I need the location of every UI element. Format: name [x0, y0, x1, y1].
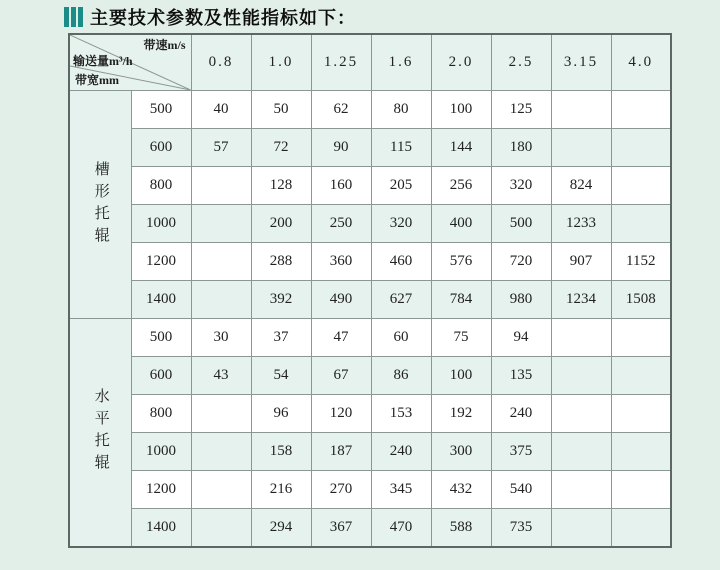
- capacity-cell: 75: [431, 319, 491, 357]
- capacity-cell: 270: [311, 471, 371, 509]
- row-group-label-trough: 槽形托辊: [69, 91, 131, 319]
- speed-header: 1.6: [371, 34, 431, 91]
- capacity-cell: 288: [251, 243, 311, 281]
- capacity-cell: 367: [311, 509, 371, 547]
- capacity-cell: 320: [371, 205, 431, 243]
- capacity-cell: 96: [251, 395, 311, 433]
- page-title: 主要技术参数及性能指标如下：: [90, 8, 356, 28]
- capacity-cell: 320: [491, 167, 551, 205]
- capacity-cell: 540: [491, 471, 551, 509]
- diagonal-header-cell: [69, 34, 191, 91]
- header-row: [69, 34, 671, 91]
- capacity-cell: 100: [431, 91, 491, 129]
- speed-header: 0.8: [191, 34, 251, 91]
- capacity-cell: 205: [371, 167, 431, 205]
- capacity-cell: [611, 167, 671, 205]
- capacity-cell: [611, 357, 671, 395]
- capacity-cell: 200: [251, 205, 311, 243]
- table-row: [69, 357, 671, 395]
- capacity-cell: [611, 205, 671, 243]
- table-row: [69, 281, 671, 319]
- belt-width-cell: 600: [131, 357, 191, 395]
- capacity-cell: 784: [431, 281, 491, 319]
- capacity-cell: 360: [311, 243, 371, 281]
- capacity-cell: [611, 395, 671, 433]
- belt-width-cell: 1200: [131, 471, 191, 509]
- capacity-cell: 250: [311, 205, 371, 243]
- capacity-cell: 120: [311, 395, 371, 433]
- capacity-cell: 62: [311, 91, 371, 129]
- capacity-cell: [611, 319, 671, 357]
- corner-label-capacity: 输送量m³/h: [73, 54, 133, 68]
- capacity-cell: 180: [491, 129, 551, 167]
- capacity-cell: [191, 243, 251, 281]
- capacity-cell: [191, 167, 251, 205]
- table-row: [69, 205, 671, 243]
- speed-header: 1.0: [251, 34, 311, 91]
- capacity-cell: [191, 281, 251, 319]
- capacity-cell: 735: [491, 509, 551, 547]
- capacity-cell: 907: [551, 243, 611, 281]
- capacity-cell: 300: [431, 433, 491, 471]
- speed-header: 4.0: [611, 34, 671, 91]
- capacity-cell: 72: [251, 129, 311, 167]
- capacity-cell: 1234: [551, 281, 611, 319]
- row-group-label-horizontal: 水平托辊: [69, 319, 131, 547]
- corner-label-belt-speed: 带速m/s: [143, 38, 186, 52]
- capacity-cell: 294: [251, 509, 311, 547]
- capacity-cell: [611, 129, 671, 167]
- capacity-cell: 240: [371, 433, 431, 471]
- capacity-cell: 588: [431, 509, 491, 547]
- belt-width-cell: 1000: [131, 205, 191, 243]
- table-row: [69, 167, 671, 205]
- table-row: [69, 319, 671, 357]
- capacity-cell: [611, 91, 671, 129]
- belt-width-cell: 1400: [131, 509, 191, 547]
- capacity-cell: 345: [371, 471, 431, 509]
- capacity-cell: 432: [431, 471, 491, 509]
- speed-header: 2.0: [431, 34, 491, 91]
- capacity-cell: [551, 509, 611, 547]
- capacity-cell: 47: [311, 319, 371, 357]
- capacity-cell: 128: [251, 167, 311, 205]
- table-row: [69, 243, 671, 281]
- table-row: [69, 509, 671, 547]
- speed-header: 2.5: [491, 34, 551, 91]
- capacity-cell: 30: [191, 319, 251, 357]
- table-row: [69, 395, 671, 433]
- capacity-cell: [191, 509, 251, 547]
- capacity-cell: 90: [311, 129, 371, 167]
- capacity-cell: [551, 471, 611, 509]
- belt-width-cell: 800: [131, 167, 191, 205]
- capacity-cell: 240: [491, 395, 551, 433]
- capacity-cell: [551, 319, 611, 357]
- capacity-cell: 627: [371, 281, 431, 319]
- capacity-cell: [611, 509, 671, 547]
- capacity-cell: 824: [551, 167, 611, 205]
- capacity-cell: [191, 395, 251, 433]
- belt-width-cell: 1000: [131, 433, 191, 471]
- table-row: [69, 433, 671, 471]
- capacity-cell: 470: [371, 509, 431, 547]
- table-row: [69, 471, 671, 509]
- capacity-cell: 187: [311, 433, 371, 471]
- capacity-cell: [551, 91, 611, 129]
- capacity-cell: 86: [371, 357, 431, 395]
- table-row: [69, 129, 671, 167]
- capacity-cell: 50: [251, 91, 311, 129]
- capacity-cell: 392: [251, 281, 311, 319]
- capacity-cell: 1152: [611, 243, 671, 281]
- capacity-cell: 43: [191, 357, 251, 395]
- capacity-cell: [611, 471, 671, 509]
- speed-header: 3.15: [551, 34, 611, 91]
- title-row: [64, 4, 356, 30]
- triple-bars-icon: [64, 7, 83, 27]
- capacity-cell: 980: [491, 281, 551, 319]
- capacity-cell: 576: [431, 243, 491, 281]
- capacity-cell: 40: [191, 91, 251, 129]
- capacity-cell: 500: [491, 205, 551, 243]
- capacity-cell: 1233: [551, 205, 611, 243]
- belt-width-cell: 1200: [131, 243, 191, 281]
- capacity-cell: 153: [371, 395, 431, 433]
- capacity-cell: 60: [371, 319, 431, 357]
- belt-width-cell: 1400: [131, 281, 191, 319]
- capacity-cell: [551, 433, 611, 471]
- capacity-cell: [191, 471, 251, 509]
- capacity-cell: 490: [311, 281, 371, 319]
- capacity-cell: 115: [371, 129, 431, 167]
- capacity-cell: 100: [431, 357, 491, 395]
- belt-width-cell: 500: [131, 91, 191, 129]
- speed-header: 1.25: [311, 34, 371, 91]
- capacity-cell: [191, 433, 251, 471]
- capacity-cell: [551, 357, 611, 395]
- capacity-cell: 160: [311, 167, 371, 205]
- corner-label-belt-width: 带宽mm: [75, 73, 119, 87]
- capacity-cell: 144: [431, 129, 491, 167]
- table-row: [69, 91, 671, 129]
- capacity-cell: 1508: [611, 281, 671, 319]
- belt-width-cell: 600: [131, 129, 191, 167]
- capacity-cell: 720: [491, 243, 551, 281]
- capacity-cell: 57: [191, 129, 251, 167]
- capacity-cell: [551, 395, 611, 433]
- capacity-cell: [551, 129, 611, 167]
- capacity-cell: 37: [251, 319, 311, 357]
- capacity-cell: 460: [371, 243, 431, 281]
- capacity-cell: [611, 433, 671, 471]
- parameters-table: [68, 33, 672, 548]
- capacity-cell: 400: [431, 205, 491, 243]
- capacity-cell: [191, 205, 251, 243]
- capacity-cell: 256: [431, 167, 491, 205]
- capacity-cell: 94: [491, 319, 551, 357]
- capacity-cell: 80: [371, 91, 431, 129]
- capacity-cell: 192: [431, 395, 491, 433]
- belt-width-cell: 800: [131, 395, 191, 433]
- capacity-cell: 158: [251, 433, 311, 471]
- capacity-cell: 135: [491, 357, 551, 395]
- capacity-cell: 67: [311, 357, 371, 395]
- capacity-cell: 375: [491, 433, 551, 471]
- capacity-cell: 216: [251, 471, 311, 509]
- belt-width-cell: 500: [131, 319, 191, 357]
- capacity-cell: 125: [491, 91, 551, 129]
- capacity-cell: 54: [251, 357, 311, 395]
